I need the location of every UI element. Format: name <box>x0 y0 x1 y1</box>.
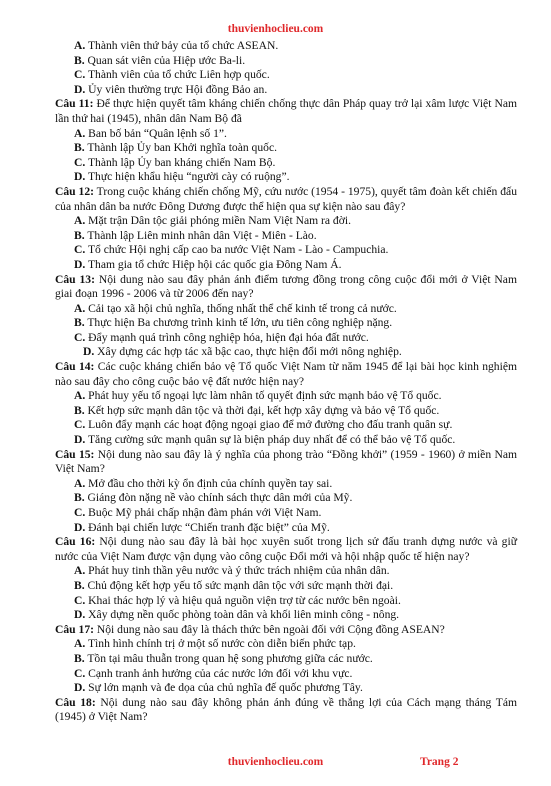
option-letter: B. <box>74 228 85 242</box>
question-content <box>55 39 517 725</box>
option-text: Thành lập Ủy ban kháng chiến Nam Bộ. <box>85 155 276 169</box>
answer-option <box>55 667 517 682</box>
answer-option <box>55 345 517 360</box>
answer-option <box>55 433 517 448</box>
option-letter: D. <box>74 608 86 622</box>
answer-option <box>55 681 517 696</box>
answer-option <box>55 608 517 623</box>
option-text: Luôn đẩy mạnh các hoạt động ngoại giao để mở đường cho đấu tranh quân sự. <box>85 418 453 432</box>
page-number: Trang 2 <box>420 756 459 768</box>
option-text: Cải tạo xã hội chủ nghĩa, thống nhất thể chế kinh tế trong cả nước. <box>85 301 397 315</box>
option-letter: C. <box>74 243 86 257</box>
question-text: Nội dung nào sau đây không phản ánh đúng về thắng lợi của Cách mạng tháng Tám (1945) ở Việt Nam? <box>55 695 517 724</box>
option-text: Thực hiện Ba chương trình kinh tế lớn, ưu tiên công nghiệp nặng. <box>84 316 393 330</box>
option-letter: A. <box>74 126 86 140</box>
answer-option <box>55 637 517 652</box>
option-text: Tham gia tổ chức Hiệp hội các quốc gia Đông Nam Á. <box>85 257 342 271</box>
footer-site: thuvienhoclieu.com <box>227 756 324 768</box>
option-letter: C. <box>74 593 86 607</box>
option-text: Quan sát viên của Hiệp ước Ba-li. <box>84 53 246 67</box>
option-text: Xây dựng các hợp tác xã bậc cao, thực hiện đổi mới nông nghiệp. <box>94 345 402 359</box>
option-text: Ban bố bản “Quân lệnh số 1”. <box>85 126 227 140</box>
question-stem <box>55 360 517 389</box>
option-letter: A. <box>74 637 86 651</box>
answer-option <box>55 229 517 244</box>
answer-option <box>55 579 517 594</box>
option-text: Thành lập Ủy ban Khởi nghĩa toàn quốc. <box>84 141 277 155</box>
option-letter: A. <box>74 476 86 490</box>
option-letter: B. <box>74 53 85 67</box>
option-letter: D. <box>74 520 86 534</box>
option-letter: C. <box>74 155 86 169</box>
question-number: Câu 16: <box>55 535 96 549</box>
option-text: Phát huy yếu tố ngoại lực làm nhân tố quyết định sức mạnh bảo vệ Tổ quốc. <box>85 389 442 403</box>
question-text: Nội dung nào sau đây là bài học xuyên suốt trong lịch sử đấu tranh dựng nước và giữ nước của Việt Nam được vận dụng vào công cuộc Đổi mới và hội nhập quốc tế hiện nay? <box>55 535 517 563</box>
answer-option <box>55 302 517 317</box>
answer-option <box>55 127 517 142</box>
option-letter: D. <box>74 170 86 184</box>
option-text: Khai thác hợp lý và hiệu quả nguồn viện trợ từ các nước bên ngoài. <box>85 593 401 607</box>
option-letter: D. <box>74 82 86 96</box>
option-text: Ủy viên thường trực Hội đồng Bảo an. <box>85 82 268 96</box>
option-letter: C. <box>74 666 86 680</box>
question-text: Trong cuộc kháng chiến chống Mỹ, cứu nước (1954 - 1975), quyết tâm đoàn kết chiến đấu của nhân dân ba nước Đông Dương được thể hiện qua sự kiện nào sau đây? <box>55 184 517 213</box>
option-text: Giáng đòn nặng nề vào chính sách thực dân mới của Mỹ. <box>84 491 353 505</box>
answer-option <box>55 491 517 506</box>
option-text: Cạnh tranh ảnh hưởng của các nước lớn đối với khu vực. <box>85 666 353 680</box>
answer-option <box>55 404 517 419</box>
option-letter: B. <box>74 316 85 330</box>
answer-option <box>55 214 517 229</box>
option-letter: B. <box>74 578 85 592</box>
answer-option <box>55 39 517 54</box>
question-number: Câu 11: <box>55 97 94 111</box>
question-stem <box>55 97 517 126</box>
question-number: Câu 14: <box>55 360 95 374</box>
option-text: Thành lập Liên minh nhân dân Việt - Miên - Lào. <box>84 228 317 242</box>
question-number: Câu 17: <box>55 622 94 636</box>
answer-option <box>55 331 517 346</box>
answer-option <box>55 83 517 98</box>
option-text: Xây dựng nền quốc phòng toàn dân và khối liên minh công - nông. <box>85 608 400 622</box>
option-text: Đánh bại chiến lược “Chiến tranh đặc biệt” của Mỹ. <box>85 520 330 534</box>
option-text: Sự lớn mạnh và đe dọa của chủ nghĩa đế quốc phương Tây. <box>85 681 363 695</box>
option-text: Đẩy mạnh quá trình công nghiệp hóa, hiện đại hóa đất nước. <box>85 330 369 344</box>
question-stem <box>55 696 517 725</box>
option-text: Thành viên của tổ chức Liên hợp quốc. <box>85 68 270 82</box>
option-letter: C. <box>74 418 86 432</box>
option-text: Thực hiện khẩu hiệu “người cày có ruộng”. <box>85 170 290 184</box>
question-stem <box>55 273 517 302</box>
option-text: Tồn tại mâu thuẫn trong quan hệ song phương giữa các nước. <box>84 651 373 665</box>
question-number: Câu 15: <box>55 447 95 461</box>
answer-option <box>55 652 517 667</box>
option-text: Mở đầu cho thời kỳ ổn định của chính quyền tay sai. <box>85 476 333 490</box>
option-letter: A. <box>74 564 86 578</box>
site-header: thuvienhoclieu.com <box>227 23 324 35</box>
option-text: Mặt trận Dân tộc giải phóng miền Nam Việt Nam ra đời. <box>85 214 351 228</box>
option-letter: B. <box>74 651 85 665</box>
question-text: Nội dung nào sau đây là ý nghĩa của phong trào “Đồng khởi” (1959 - 1960) ở miền Nam Việt Nam? <box>55 447 517 476</box>
option-text: Kết hợp sức mạnh dân tộc và thời đại, kết hợp xây dựng và bảo vệ Tổ quốc. <box>84 403 440 417</box>
question-text: Các cuộc kháng chiến bảo vệ Tổ quốc Việt Nam từ năm 1945 để lại bài học kinh nghiệm nào sau đây cho công cuộc bảo vệ đất nước hiện nay? <box>55 360 517 388</box>
option-letter: D. <box>83 345 95 359</box>
question-number: Câu 13: <box>55 272 95 286</box>
option-text: Thành viên thứ bảy của tổ chức ASEAN. <box>85 39 279 52</box>
option-letter: B. <box>74 141 85 155</box>
option-text: Buộc Mỹ phải chấp nhận đàm phán với Việt Nam. <box>85 506 322 519</box>
answer-option <box>55 506 517 521</box>
answer-option <box>55 316 517 331</box>
option-text: Tình hình chính trị ở một số nước còn diễn biến phức tạp. <box>85 637 356 651</box>
answer-option <box>55 521 517 536</box>
question-text: Nội dung nào sau đây phản ánh điểm tương đồng trong công cuộc đổi mới ở Việt Nam giai đoạn 1996 - 2006 và từ 2006 đến nay? <box>55 272 517 301</box>
option-letter: D. <box>74 433 86 447</box>
option-letter: D. <box>74 681 86 695</box>
option-letter: B. <box>74 403 85 417</box>
option-letter: A. <box>74 214 86 228</box>
answer-option <box>55 594 517 609</box>
option-text: Tổ chức Hội nghị cấp cao ba nước Việt Nam - Lào - Campuchia. <box>85 243 389 257</box>
answer-option <box>55 68 517 83</box>
option-letter: D. <box>74 257 86 271</box>
option-letter: C. <box>74 506 86 519</box>
option-letter: A. <box>74 301 86 315</box>
option-text: Phát huy tinh thần yêu nước và ý thức trách nhiệm của nhân dân. <box>85 564 390 578</box>
question-stem <box>55 535 517 564</box>
answer-option <box>55 258 517 273</box>
question-stem <box>55 448 517 477</box>
question-text: Để thực hiện quyết tâm kháng chiến chống thực dân Pháp quay trở lại xâm lược Việt Nam lần thứ hai (1945), nhân dân Nam Bộ đã <box>55 97 517 125</box>
option-letter: A. <box>74 39 86 52</box>
option-text: Chủ động kết hợp yếu tố sức mạnh dân tộc với sức mạnh thời đại. <box>84 578 394 592</box>
question-number: Câu 12: <box>55 184 94 198</box>
answer-option <box>55 389 517 404</box>
answer-option <box>55 418 517 433</box>
answer-option <box>55 477 517 492</box>
answer-option <box>55 170 517 185</box>
answer-option <box>55 564 517 579</box>
option-text: Tăng cường sức mạnh quân sự là biện pháp duy nhất để có thể bảo vệ Tổ quốc. <box>85 433 456 447</box>
answer-option <box>55 54 517 69</box>
option-letter: A. <box>74 389 86 403</box>
question-number: Câu 18: <box>55 695 96 709</box>
option-letter: B. <box>74 491 85 505</box>
answer-option <box>55 141 517 156</box>
question-stem <box>55 623 517 638</box>
answer-option <box>55 243 517 258</box>
question-stem <box>55 185 517 214</box>
answer-option <box>55 156 517 171</box>
option-letter: C. <box>74 68 86 82</box>
question-text: Nội dung nào sau đây là thách thức bên ngoài đối với Cộng đồng ASEAN? <box>93 622 445 636</box>
option-letter: C. <box>74 330 86 344</box>
